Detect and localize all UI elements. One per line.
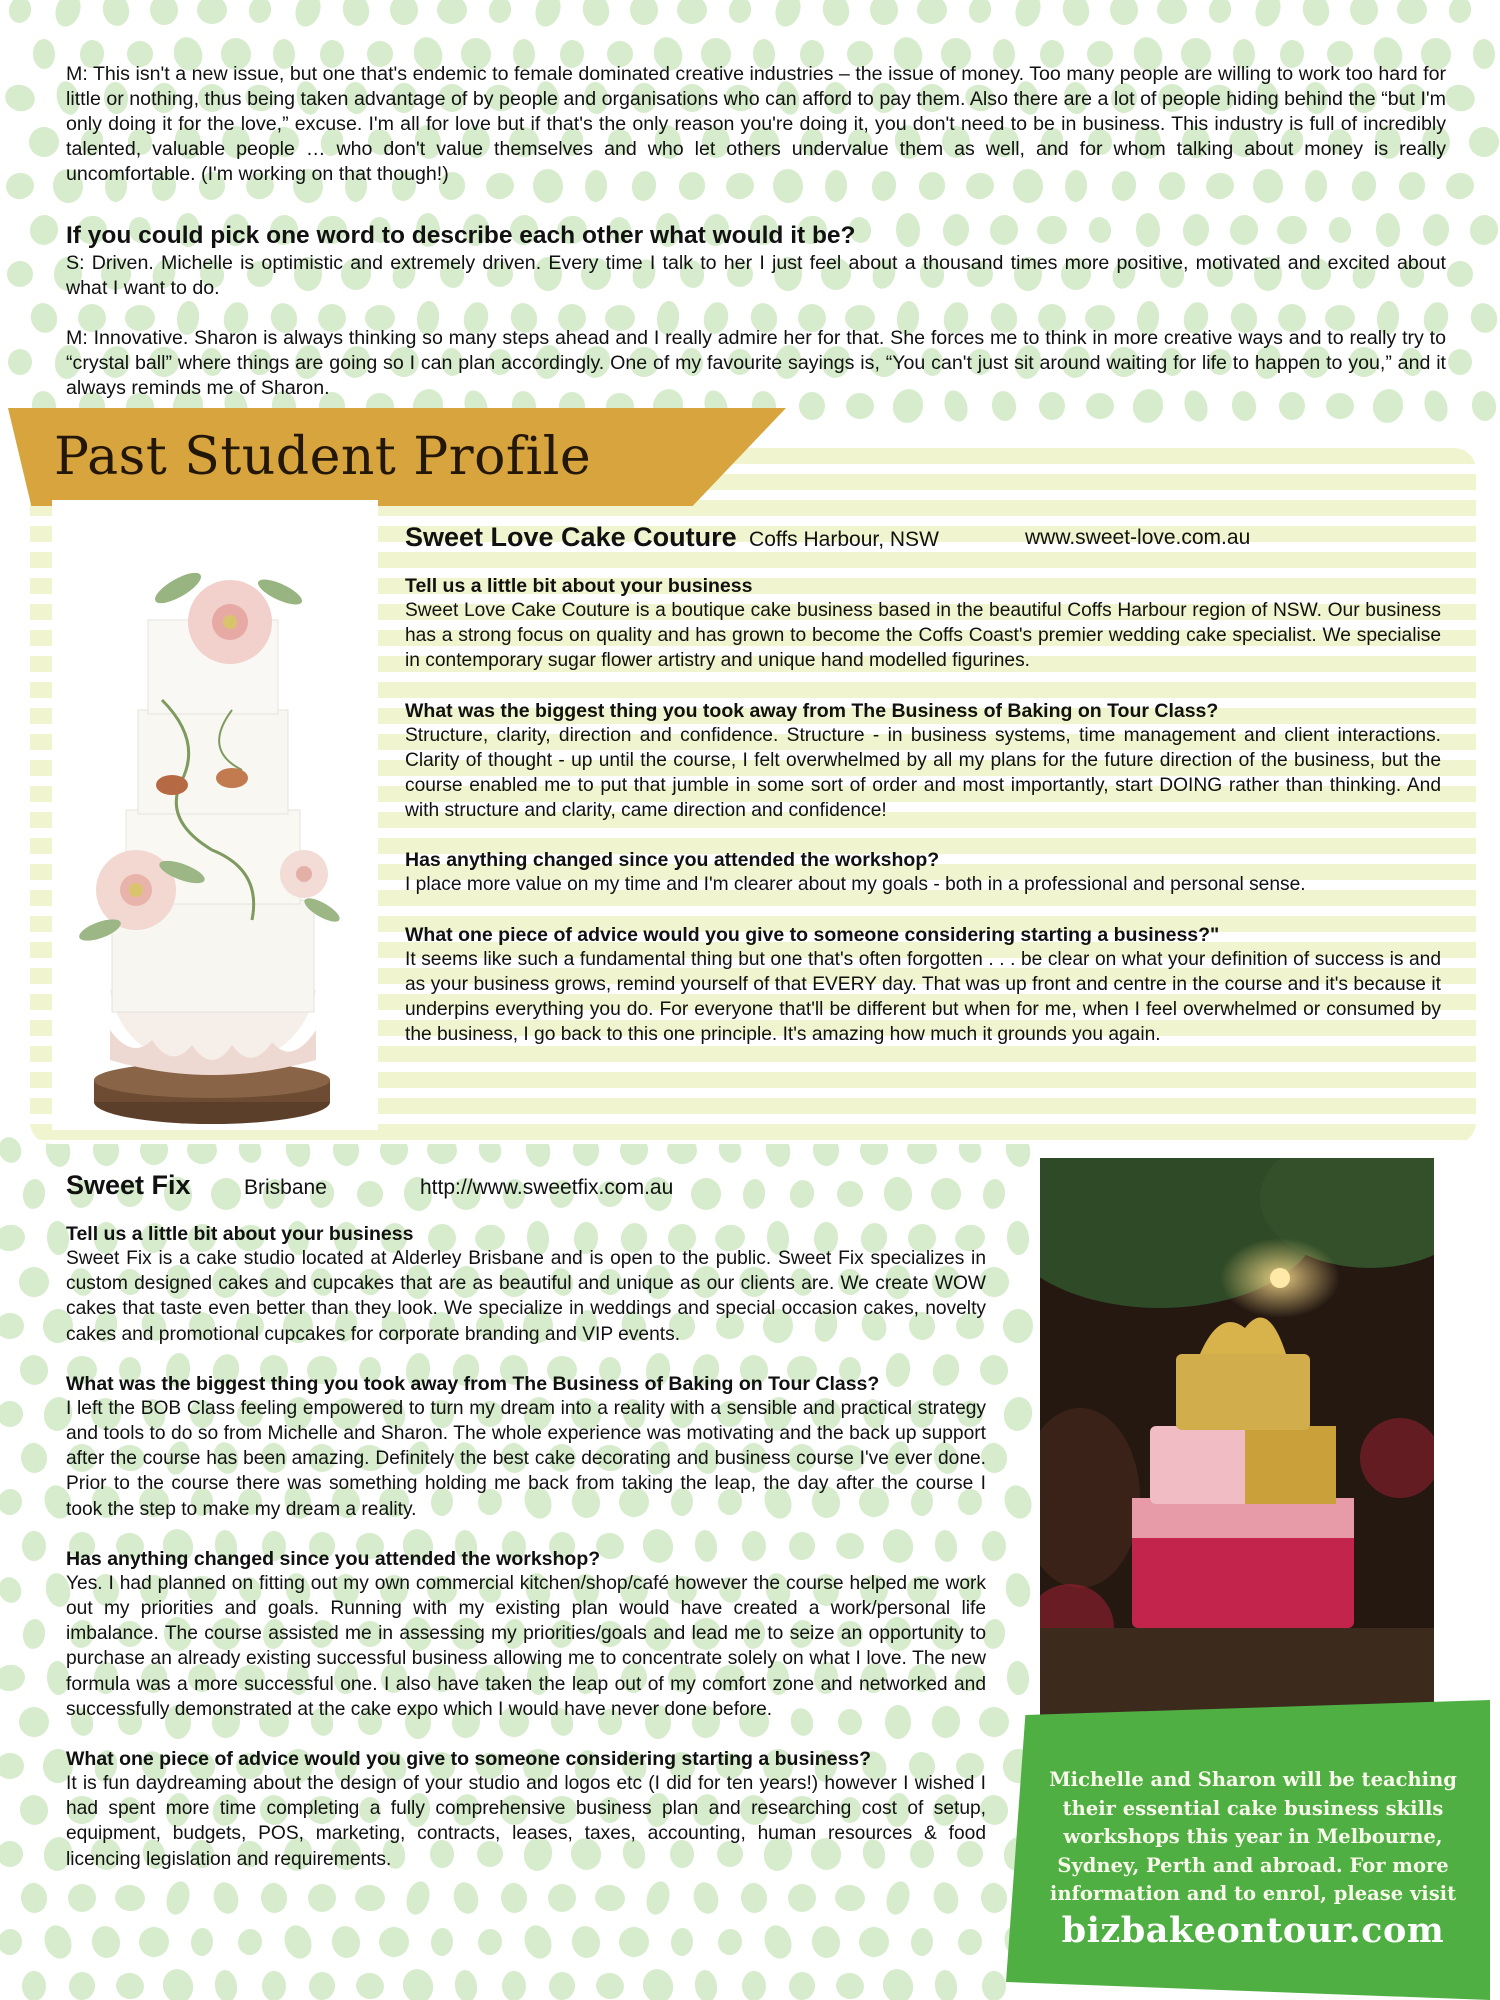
- decorative-dot: [917, 0, 948, 25]
- decorative-dot: [430, 1927, 454, 1956]
- decorative-dot: [51, 0, 84, 30]
- profile2-answer-2: I left the BOB Class feeling empowered to turn my dream into a reality with a sensible and practical strategy and tools to do so from Michelle and Sharon. The whole experience was motivating and the back up support after the course has been amazing. Definitely the best cake decorating and business course I've ever done. Prior to the course there was something holding me back from taking the leap, the day after the course I took the step to make my dream a reality.: [66, 1397, 986, 1520]
- profile-sweet-fix: [66, 1170, 986, 1872]
- decorative-dot: [967, 0, 993, 25]
- decorative-dot: [1006, 1660, 1030, 1695]
- profile1-question-1: Tell us a little bit about your business: [405, 575, 753, 597]
- promo-text: Michelle and Sharon will be teaching their essential cake business skills workshops this year in Melbourne, Sydney, Perth and abroad. For more information and to enrol, please visit: [1049, 1768, 1457, 1905]
- decorative-dot: [1003, 1571, 1034, 1609]
- cake-image-sweet-fix: [1040, 1158, 1434, 1724]
- decorative-dot: [0, 1487, 24, 1517]
- decorative-dot: [547, 1970, 577, 2000]
- decorative-dot: [15, 1263, 52, 1300]
- decorative-dot: [197, 0, 228, 25]
- intro-paragraph: M: This isn't a new issue, but one that's endemic to female dominated creative industries – the issue of money. Too many people are willing to work too hard for little or nothing, thus being taken advantage of by people and organisations who can afford to pay them. Also there are a lot of people hiding behind the “but I'm only doing it for the love,” excuse. I'm all for love but if that's the only reason you're doing it, you don't need to be in business. This industry is full of incredibly talented, valuable people … who don't value themselves and who let others undervalue them as well, and for whom talking about money is really uncomfortable. (I'm working on that though!): [66, 63, 1446, 185]
- decorative-dot: [690, 1879, 722, 1916]
- profile2-location: Brisbane: [244, 1176, 327, 1199]
- decorative-dot: [643, 1879, 674, 1918]
- decorative-dot: [15, 1703, 52, 1740]
- decorative-dot: [629, 0, 660, 26]
- decorative-dot: [403, 1879, 434, 1918]
- decorative-dot: [1468, 126, 1500, 159]
- decorative-dot: [40, 1922, 76, 1963]
- decorative-dot: [809, 1923, 843, 1960]
- decorative-dot: [1251, 0, 1284, 30]
- decorative-dot: [262, 1971, 286, 2000]
- decorative-dot: [639, 1966, 677, 2000]
- decorative-dot: [247, 0, 273, 25]
- decorative-dot: [788, 1884, 816, 1912]
- decorative-dot: [307, 1970, 337, 2000]
- decorative-dot: [27, 300, 61, 337]
- decorative-dot: [833, 1883, 866, 1913]
- decorative-dot: [1109, 0, 1140, 26]
- banner-title: Past Student Profile: [54, 427, 592, 487]
- decorative-dot: [21, 1618, 47, 1651]
- decorative-dot: [453, 1969, 479, 2000]
- decorative-dot: [760, 1922, 796, 1963]
- decorative-dot: [787, 1970, 817, 2000]
- decorative-dot: [149, 0, 180, 26]
- decorative-dot: [1446, 260, 1475, 289]
- profile-sweet-love: [405, 522, 1441, 1047]
- decorative-dot: [580, 0, 613, 29]
- decorative-dot: [879, 1966, 917, 2000]
- decorative-dot: [16, 1792, 51, 1829]
- cake-illustration: [52, 500, 378, 1130]
- decorative-dot: [693, 1969, 719, 2000]
- decorative-dot: [1011, 0, 1044, 30]
- decorative-dot: [956, 1927, 985, 1957]
- decorative-dot: [716, 1927, 745, 1957]
- intro-section: [66, 62, 1446, 401]
- cake-photo-illustration: [1040, 1158, 1434, 1724]
- decorative-dot: [502, 1971, 526, 2000]
- profile2-question-4: What one piece of advice would you give to someone considering starting a business?: [66, 1748, 872, 1771]
- decorative-dot: [163, 1879, 194, 1918]
- profile1-answer-2: Structure, clarity, direction and confidence. Structure - in business systems, time management and client interactions. Clarity of thought - up until the course, I felt overwhelmed by all my plans for the future direction of the business, but the course enabled me to put that jumble in some sort of order and most importantly, start DOING rather than thinking. And with structure and clarity, came direction and confidence!: [405, 724, 1441, 822]
- intro-answer-m: M: Innovative. Sharon is always thinking so many steps ahead and I really admire her for that. She forces me to think in more creative ways and to really try to “crystal ball” where things are going so I can plan accordingly. One of my favourite sayings is, “You can't just sit around waiting for life to happen to you,” and it always reminds me of Sharon.: [66, 327, 1446, 399]
- decorative-dot: [27, 212, 61, 248]
- decorative-dot: [353, 1970, 387, 2000]
- intro-question: If you could pick one word to describe each other what would it be?: [66, 222, 856, 249]
- decorative-dot: [933, 1969, 959, 2000]
- decorative-dot: [437, 0, 468, 25]
- decorative-dot: [291, 0, 324, 30]
- decorative-dot: [1000, 1482, 1036, 1523]
- decorative-dot: [982, 1971, 1006, 2000]
- decorative-dot: [1001, 1394, 1035, 1433]
- cake-image-sweet-love: [52, 500, 378, 1130]
- decorative-dot: [308, 1884, 336, 1912]
- profile2-question-1: Tell us a little bit about your business: [66, 1223, 414, 1245]
- profile1-question-4: What one piece of advice would you give to someone considering starting a business?": [405, 923, 1220, 946]
- decorative-dot: [569, 1923, 603, 1960]
- decorative-dot: [19, 1881, 49, 1914]
- profile2-name: Sweet Fix: [66, 1170, 191, 1200]
- decorative-dot: [138, 1926, 170, 1958]
- decorative-dot: [548, 1884, 576, 1912]
- profile1-header: [405, 522, 1441, 562]
- decorative-dot: [100, 0, 133, 29]
- decorative-dot: [0, 1574, 25, 1606]
- decorative-dot: [0, 1134, 25, 1166]
- decorative-dot: [21, 1178, 47, 1211]
- decorative-dot: [7, 0, 33, 25]
- decorative-dot: [593, 1883, 626, 1913]
- decorative-dot: [2, 81, 39, 115]
- decorative-dot: [28, 126, 61, 159]
- decorative-dot: [520, 1922, 556, 1963]
- decorative-dot: [1002, 1308, 1034, 1344]
- profile2-header: [66, 1170, 986, 1210]
- decorative-dot: [450, 1879, 482, 1916]
- profile2-question-3: Has anything changed since you attended the workshop?: [66, 1547, 601, 1570]
- decorative-dot: [739, 1881, 769, 1914]
- decorative-dot: [113, 1883, 146, 1913]
- decorative-dot: [389, 0, 420, 26]
- decorative-dot: [1300, 0, 1333, 29]
- decorative-dot: [499, 1881, 529, 1914]
- decorative-dot: [1349, 0, 1380, 26]
- decorative-dot: [727, 0, 753, 25]
- decorative-dot: [159, 1966, 197, 2000]
- decorative-dot: [833, 1970, 867, 2000]
- decorative-dot: [531, 0, 564, 30]
- profile2-answer-4: It is fun daydreaming about the design of your studio and logos etc (I did for ten years!) however I wished I had spent more time completing a fully comprehensive business plan and researching cost of setup, equipment, budgets, POS, marketing, contracts, leases, taxes, accounting, human resources & food licencing legislation and requirements.: [66, 1773, 986, 1870]
- decorative-dot: [869, 0, 900, 26]
- decorative-dot: [670, 1927, 694, 1956]
- decorative-dot: [883, 1879, 914, 1918]
- decorative-dot: [742, 1971, 766, 2000]
- decorative-dot: [1157, 0, 1188, 25]
- decorative-dot: [340, 0, 373, 29]
- decorative-dot: [0, 1222, 27, 1254]
- promo-box: [1006, 1700, 1490, 2000]
- decorative-dot: [3, 170, 36, 202]
- decorative-dot: [213, 1969, 239, 2000]
- decorative-dot: [1472, 39, 1495, 70]
- decorative-dot: [353, 1883, 386, 1913]
- profile2-question-2: What was the biggest thing you took away from The Business of Baking on Tour Class?: [66, 1372, 880, 1395]
- decorative-dot: [210, 1879, 242, 1916]
- decorative-dot: [677, 0, 708, 25]
- decorative-dot: [67, 1970, 97, 2000]
- decorative-dot: [113, 1970, 147, 2000]
- decorative-dot: [32, 39, 55, 70]
- decorative-dot: [476, 1927, 505, 1957]
- decorative-dot: [0, 1840, 24, 1868]
- decorative-dot: [8, 349, 33, 376]
- decorative-dot: [236, 1927, 265, 1957]
- decorative-dot: [19, 1441, 49, 1474]
- profile1-location: Coffs Harbour, NSW: [749, 528, 939, 551]
- decorative-dot: [22, 1531, 46, 1561]
- decorative-dot: [1467, 212, 1500, 248]
- decorative-dot: [487, 0, 513, 25]
- decorative-dot: [0, 1927, 24, 1957]
- decorative-dot: [280, 1922, 316, 1963]
- decorative-dot: [910, 1927, 934, 1956]
- decorative-dot: [979, 1881, 1009, 1914]
- profile1-question-2: What was the biggest thing you took away from The Business of Baking on Tour Class?: [405, 699, 1219, 722]
- intro-answer-s: S: Driven. Michelle is optimistic and extremely driven. Every time I talk to her I just feel about a thousand times more positive, motivated and excited about what I want to do.: [66, 252, 1446, 299]
- profile1-answer-1: Sweet Love Cake Couture is a boutique cake business based in the beautiful Coffs Harbour region of NSW. Our business has a strong focus on quality and has grown to become the Coffs Coast's premier wedding cake specialist. We specialise in contemporary sugar flower artistry and unique hand modelled figurines.: [405, 600, 1441, 672]
- decorative-dot: [1397, 0, 1428, 25]
- decorative-dot: [1447, 0, 1473, 25]
- decorative-dot: [1207, 0, 1233, 25]
- decorative-dot: [399, 1966, 437, 2000]
- decorative-dot: [930, 1879, 962, 1916]
- profile1-answer-4: It seems like such a fundamental thing but one that's often forgotten . . . be clear on what your definition of success is and as your business grows, remind yourself of that EVERY day. That was up front and centre in the course and it's because it underpins everything you do. For everyone that'll be different but when for me, when I feel overwhelmed or consumed by the business, I go back to this one principle. It's amazing how much it grounds you again.: [405, 948, 1441, 1046]
- decorative-dot: [1060, 0, 1093, 29]
- decorative-dot: [771, 0, 804, 30]
- decorative-dot: [1006, 1220, 1030, 1255]
- decorative-dot: [1467, 300, 1500, 337]
- profile2-answer-1: Sweet Fix is a cake studio located at Alderley Brisbane and is open to the public. Sweet Fix specializes in custom designed cakes and cupcakes that are as beautiful and unique as our clients are. We create WOW cakes that taste even better than they look. We specialize in weddings and special occasion cakes, novelty cakes and promotional cupcakes for corporate branding and VIP events.: [66, 1248, 986, 1345]
- decorative-dot: [0, 1752, 25, 1780]
- decorative-dot: [1470, 389, 1499, 423]
- decorative-dot: [0, 1662, 27, 1694]
- decorative-dot: [378, 1926, 410, 1958]
- decorative-dot: [1443, 170, 1476, 202]
- decorative-dot: [858, 1926, 890, 1958]
- profile2-answer-3: Yes. I had planned on fitting out my own commercial kitchen/shop/café however the course helped me work out my priorities and goals. Running with my existing plan would have created a work/personal life imbalance. The course assisted me in assessing my priorities/goals and lead me to seize an opportunity to purchase an already existing successful business allowing me to concentrate solely on what I love. The new formula was a more successful one. I also have taken the leap out of my comfort zone and networked and successfully demonstrated at the cake expo which I would have never done before.: [66, 1572, 986, 1720]
- profile1-answer-3: I place more value on my time and I'm clearer about my goals - both in a professional and personal sense.: [405, 874, 1306, 896]
- decorative-dot: [16, 1352, 51, 1389]
- decorative-dot: [0, 1400, 24, 1428]
- profile1-name: Sweet Love Cake Couture: [405, 522, 737, 552]
- profile1-website: www.sweet-love.com.au: [1025, 526, 1251, 549]
- decorative-dot: [22, 1971, 46, 2000]
- decorative-dot: [0, 1312, 25, 1340]
- decorative-dot: [259, 1881, 289, 1914]
- decorative-dot: [89, 1923, 123, 1960]
- profile1-question-3: Has anything changed since you attended the workshop?: [405, 849, 940, 872]
- decorative-dot: [6, 260, 35, 289]
- decorative-dot: [329, 1923, 363, 1960]
- decorative-dot: [68, 1884, 96, 1912]
- decorative-dot: [618, 1926, 650, 1958]
- section-banner: [8, 408, 786, 506]
- decorative-dot: [593, 1970, 627, 2000]
- decorative-dot: [190, 1927, 214, 1956]
- promo-link[interactable]: bizbakeontour.com: [1061, 1910, 1445, 1951]
- decorative-dot: [1448, 349, 1473, 376]
- decorative-dot: [1442, 81, 1479, 115]
- profile2-website: http://www.sweetfix.com.au: [420, 1176, 674, 1199]
- decorative-dot: [820, 0, 853, 29]
